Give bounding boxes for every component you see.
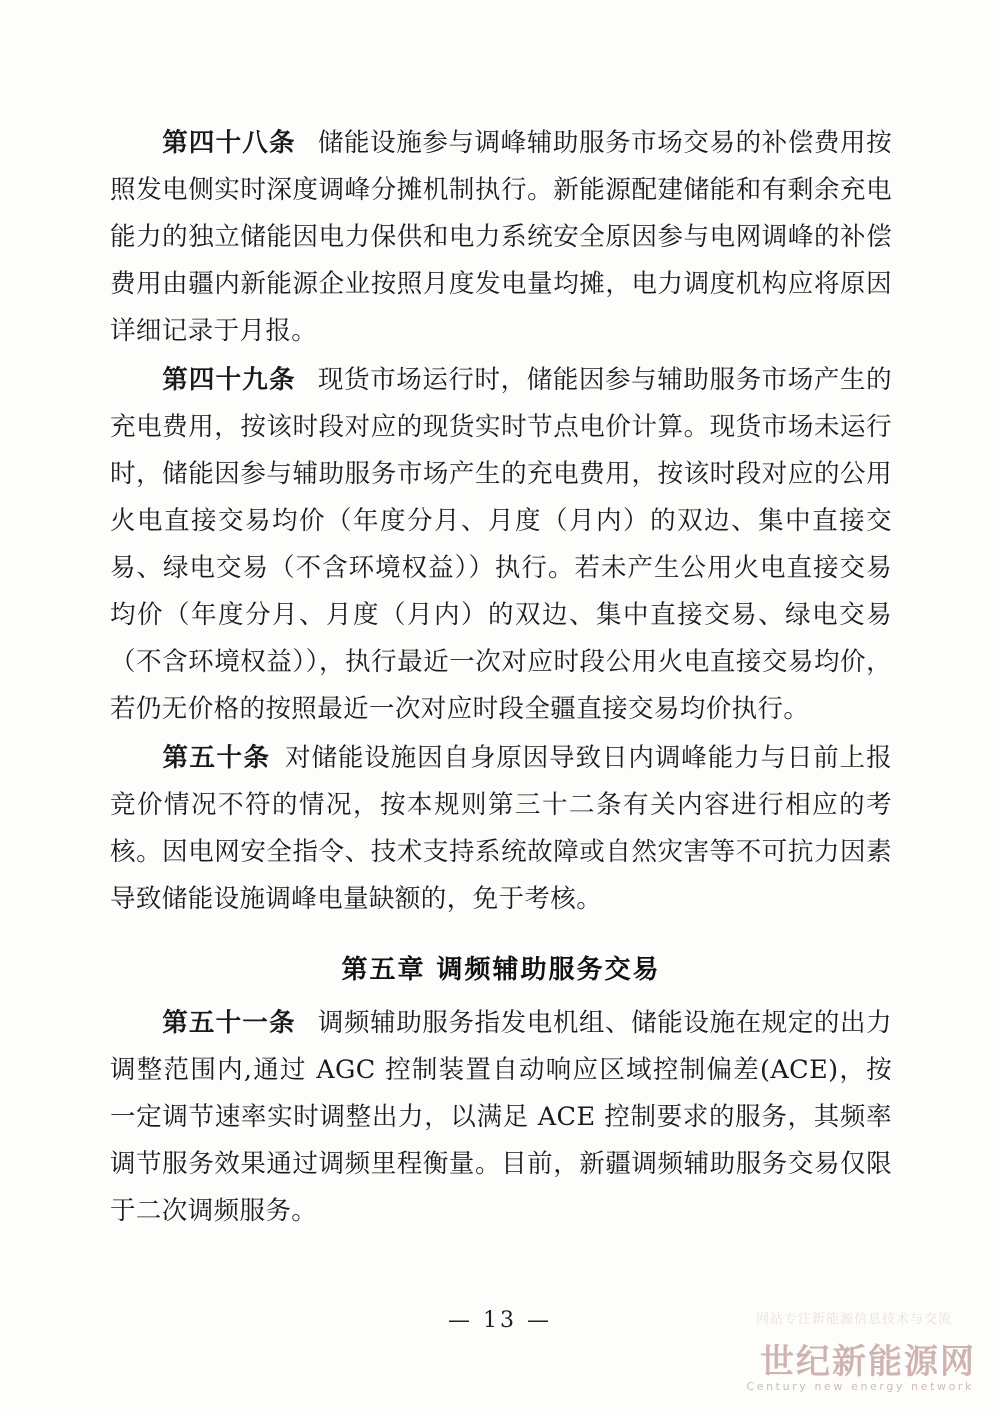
- watermark-faint-text: 网站专注新能源信息技术与交流: [755, 1312, 952, 1327]
- document-body: [110, 120, 892, 1237]
- paragraph-article-49: [110, 357, 892, 733]
- chapter-heading: 第五章 调频辅助服务交易: [341, 955, 661, 985]
- paragraph-article-50: [110, 735, 892, 923]
- article-number-51: 第五十一条: [162, 1008, 296, 1038]
- article-text-49: 现货市场运行时，储能因参与辅助服务市场产生的充电费用，按该时段对应的现货实时节点电价计算。现货市场未运行时，储能因参与辅助服务市场产生的充电费用，按该时段对应的公用火电直接交易均价（年度分月、月度（月内）的双边、集中直接交易、绿电交易（不含环境权益））执行。若未产生公用火电直接交易均价（年度分月、月度（月内）的双边、集中直接交易、绿电交易（不含环境权益）），执行最近一次对应时段公用火电直接交易均价，若仍无价格的按照最近一次对应时段全疆直接交易均价执行。: [110, 365, 892, 724]
- paragraph-article-48: [110, 120, 892, 355]
- watermark-sub-text: Century new energy network: [746, 1380, 974, 1393]
- page-number: — 13 —: [448, 1308, 552, 1333]
- article-text-50: 对储能设施因自身原因导致日内调峰能力与日前上报竞价情况不符的情况，按本规则第三十二条有关内容进行相应的考核。因电网安全指令、技术支持系统故障或自然灾害等不可抗力因素导致储能设施调峰电量缺额的，免于考核。: [110, 743, 892, 914]
- article-number-49: 第四十九条: [162, 365, 296, 395]
- watermark-main-text: 世纪新能源网: [760, 1342, 976, 1382]
- article-text-48: 储能设施参与调峰辅助服务市场交易的补偿费用按照发电侧实时深度调峰分摊机制执行。新能源配建储能和有剩余充电能力的独立储能因电力保供和电力系统安全原因参与电网调峰的补偿费用由疆内新能源企业按照月度发电量均摊，电力调度机构应将原因详细记录于月报。: [110, 128, 892, 346]
- article-number-50: 第五十条: [162, 743, 271, 773]
- watermark: [702, 1308, 982, 1404]
- article-text-51: 调频辅助服务指发电机组、储能设施在规定的出力调整范围内,通过 AGC 控制装置自动响应区域控制偏差(ACE)，按一定调节速率实时调整出力，以满足 ACE 控制要求的服务，其频率调节服务效果通过调频里程衡量。目前，新疆调频辅助服务交易仅限于二次调频服务。: [110, 1008, 892, 1226]
- article-number-48: 第四十八条: [162, 128, 296, 158]
- paragraph-article-51: [110, 1000, 892, 1235]
